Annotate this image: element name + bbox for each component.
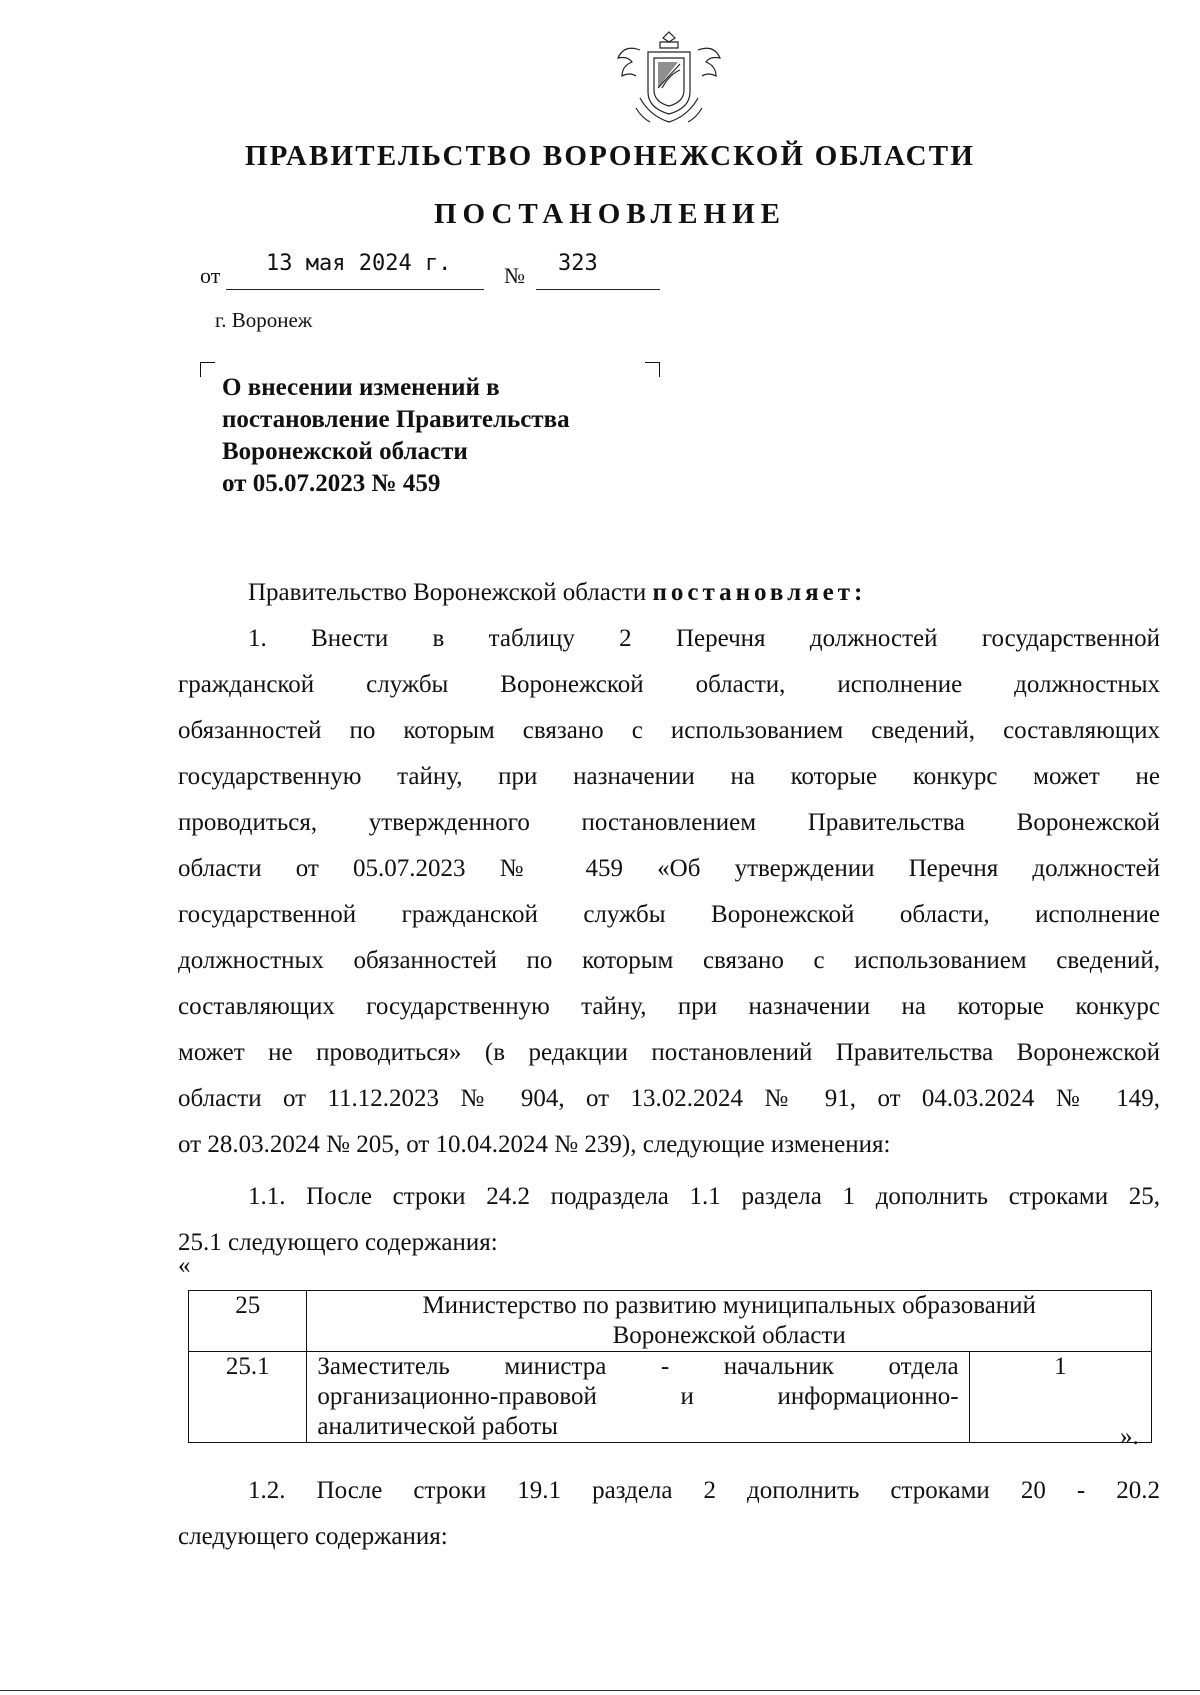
- table-row: [189, 1352, 1152, 1443]
- paragraph-1-line: составляющих государственную тайну, при назначении на которые конкурс: [178, 993, 1160, 1020]
- organization-line: Министерство по развитию муниципальных образований: [422, 1292, 1036, 1319]
- page-bottom-edge: [0, 1690, 1200, 1691]
- paragraph-1-line: области от 05.07.2023 № 459 «Об утверждении Перечня должностей: [178, 855, 1160, 882]
- number-value: 323: [558, 251, 598, 276]
- subject-line: постановление Правительства: [222, 406, 570, 433]
- paragraph-1-line: может не проводиться» (в редакции постановлений Правительства Воронежской: [178, 1039, 1160, 1066]
- row-number: 25: [189, 1291, 307, 1352]
- date-value: 13 мая 2024 г.: [266, 251, 452, 276]
- paragraph-1-line: 1. Внести в таблицу 2 Перечня должностей государственной: [248, 625, 1160, 652]
- paragraph-1-2-line: 1.2. После строки 19.1 раздела 2 дополнить строками 20 - 20.2: [248, 1477, 1160, 1504]
- intro-text: Правительство Воронежской области: [248, 579, 647, 606]
- paragraph-1-2-line: следующего содержания:: [178, 1523, 448, 1550]
- organization-line: Воронежской области: [612, 1322, 846, 1349]
- paragraph-1-line: области от 11.12.2023 № 904, от 13.02.2024 № 91, от 04.03.2024 № 149,: [178, 1085, 1160, 1112]
- document-type-title: ПОСТАНОВЛЕНИЕ: [433, 198, 786, 230]
- city-label: г. Воронеж: [215, 308, 313, 332]
- position-line: Заместитель министра - начальник отдела: [317, 1353, 959, 1380]
- open-quote: «: [178, 1252, 191, 1279]
- intro-resolves: постановляет:: [652, 579, 867, 606]
- number-underline: [536, 289, 660, 290]
- subject-corner-left: [200, 362, 215, 377]
- paragraph-1-1-line: 1.1. После строки 24.2 подраздела 1.1 раздела 1 дополнить строками 25,: [248, 1183, 1160, 1210]
- paragraph-1-line: должностных обязанностей по которым связано с использованием сведений,: [178, 947, 1160, 974]
- paragraph-1-line: проводиться, утвержденного постановлением Правительства Воронежской: [178, 809, 1160, 836]
- inserted-rows-table: [188, 1290, 1152, 1443]
- paragraph-1-line: от 28.03.2024 № 205, от 10.04.2024 № 239), следующие изменения:: [178, 1131, 891, 1158]
- document-subject: [222, 372, 652, 500]
- coat-of-arms-emblem: [610, 28, 728, 128]
- organization-cell: [307, 1291, 1152, 1352]
- position-cell: [307, 1352, 969, 1443]
- paragraph-1-line: гражданской службы Воронежской области, исполнение должностных: [178, 671, 1160, 698]
- position-line: организационно-правовой и информационно-: [317, 1383, 959, 1410]
- paragraph-1-line: государственной гражданской службы Воронежской области, исполнение: [178, 901, 1160, 928]
- date-underline: [226, 289, 484, 290]
- government-title: ПРАВИТЕЛЬСТВО ВОРОНЕЖСКОЙ ОБЛАСТИ: [244, 140, 976, 172]
- intro-paragraph: [178, 570, 1160, 616]
- position-count: 1: [969, 1352, 1151, 1443]
- document-body-continued: [178, 1468, 1160, 1568]
- paragraph-1-line: государственную тайну, при назначении на которые конкурс может не: [178, 763, 1160, 790]
- paragraph-1-1-line: 25.1 следующего содержания:: [178, 1229, 498, 1256]
- subject-line: Воронежской области: [222, 438, 468, 465]
- close-quote: ».: [1120, 1423, 1139, 1450]
- subject-line: О внесении изменений в: [222, 374, 500, 401]
- paragraph-1-line: обязанностей по которым связано с использованием сведений, составляющих: [178, 717, 1160, 744]
- table-row: [189, 1291, 1152, 1352]
- document-body: [178, 570, 1160, 1270]
- position-line: аналитической работы: [317, 1413, 558, 1440]
- row-number: 25.1: [189, 1352, 307, 1443]
- subject-line: от 05.07.2023 № 459: [222, 470, 441, 497]
